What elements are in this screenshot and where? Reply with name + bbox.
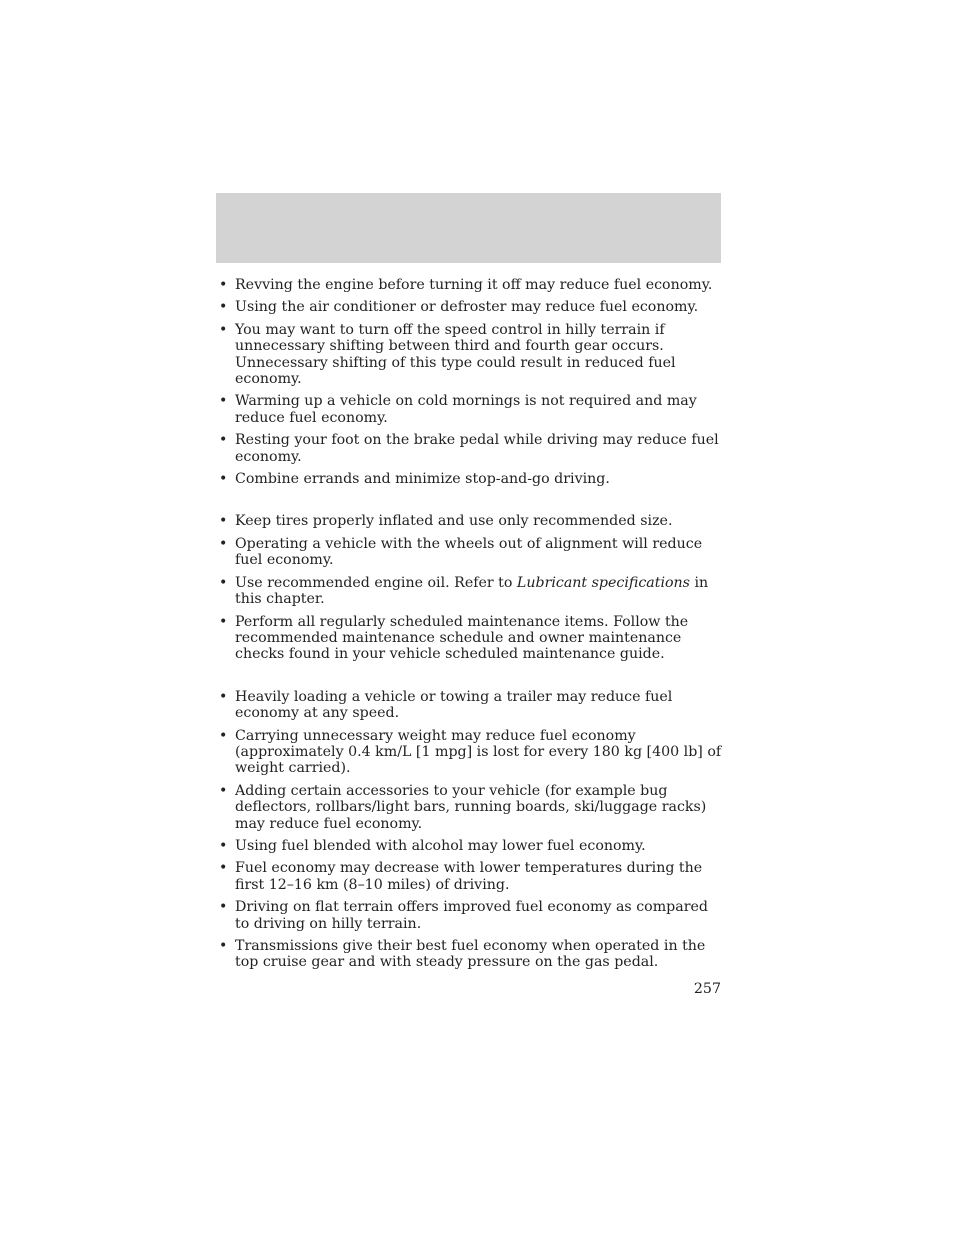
bullet-icon: • bbox=[219, 535, 228, 552]
bullet-icon: • bbox=[219, 938, 228, 954]
page-number: 257 bbox=[693, 981, 721, 997]
bullet-icon: • bbox=[219, 471, 228, 488]
list-item bbox=[216, 783, 726, 832]
list-item-text: Transmissions give their best fuel economy when operated in the top cruise gear and with steady pressure on the gas pedal. bbox=[235, 938, 706, 971]
list-item-text: Resting your foot on the brake pedal while driving may reduce fuel economy. bbox=[235, 432, 719, 465]
list-item-text: Perform all regularly scheduled maintenance items. Follow the recommended maintenance schedule and owner maintenance checks found in your vehicle scheduled maintenance guide. bbox=[235, 613, 689, 663]
list-item bbox=[216, 513, 726, 529]
list-item bbox=[216, 860, 726, 893]
list-item-text: Heavily loading a vehicle or towing a trailer may reduce fuel economy at any speed. bbox=[235, 688, 673, 722]
list-item bbox=[216, 432, 726, 465]
header-band bbox=[216, 193, 721, 263]
bullet-list bbox=[216, 513, 726, 662]
bullet-icon: • bbox=[219, 727, 228, 744]
list-item bbox=[216, 899, 726, 932]
bullet-icon: • bbox=[219, 321, 228, 338]
bullet-group-driving-habits bbox=[216, 277, 726, 487]
list-item-text-after: in this chapter. bbox=[235, 574, 709, 608]
list-item-text: Adding certain accessories to your vehicle (for example bug deflectors, rollbars/light bars, running boards, ski/luggage racks) may reduce fuel economy. bbox=[235, 782, 707, 832]
bullet-icon: • bbox=[219, 513, 228, 530]
list-item bbox=[216, 838, 726, 854]
bullet-icon: • bbox=[219, 393, 228, 410]
bullet-icon: • bbox=[219, 899, 228, 916]
reference-lubricant-specifications: Lubricant specifications bbox=[516, 574, 690, 591]
list-item-text: Using the air conditioner or defroster may reduce fuel economy. bbox=[235, 299, 699, 316]
list-item-text: Revving the engine before turning it off may reduce fuel economy. bbox=[235, 277, 713, 293]
list-item bbox=[216, 728, 726, 777]
bullet-icon: • bbox=[219, 782, 228, 799]
list-item bbox=[216, 322, 726, 388]
bullet-icon: • bbox=[219, 574, 228, 591]
list-item-text: Warming up a vehicle on cold mornings is not required and may reduce fuel economy. bbox=[235, 393, 697, 426]
list-item bbox=[216, 938, 726, 971]
list-item bbox=[216, 471, 726, 487]
list-item-text: Fuel economy may decrease with lower temperatures during the first 12–16 km (8–10 miles) of driving. bbox=[235, 860, 703, 893]
list-item-text: Operating a vehicle with the wheels out of alignment will reduce fuel economy. bbox=[235, 535, 703, 569]
bullet-icon: • bbox=[219, 432, 228, 449]
bullet-list bbox=[216, 689, 726, 971]
list-item bbox=[216, 393, 726, 426]
list-item-text-before: Use recommended engine oil. Refer to bbox=[235, 574, 517, 591]
bullet-icon: • bbox=[219, 299, 228, 316]
list-item bbox=[216, 277, 726, 293]
list-item bbox=[216, 536, 726, 569]
list-item bbox=[216, 689, 726, 722]
list-item-text: Keep tires properly inflated and use only recommended size. bbox=[235, 513, 673, 530]
bullet-icon: • bbox=[219, 837, 228, 854]
bullet-icon: • bbox=[219, 277, 228, 293]
list-item bbox=[216, 614, 726, 663]
list-item bbox=[216, 299, 726, 315]
bullet-list bbox=[216, 277, 726, 487]
list-item-text: Combine errands and minimize stop-and-go driving. bbox=[235, 471, 610, 488]
bullet-group-maintenance bbox=[216, 513, 726, 662]
bullet-icon: • bbox=[219, 613, 228, 630]
list-item-text: Carrying unnecessary weight may reduce fuel economy (approximately 0.4 km/L [1 mpg] is lost for every 180 kg [400 lb] of weight carried). bbox=[235, 727, 722, 777]
list-item-text: You may want to turn off the speed control in hilly terrain if unnecessary shifting between third and fourth gear occurs. Unnecessary shifting of this type could result in reduced fuel economy. bbox=[235, 321, 676, 388]
list-item-text: Driving on flat terrain offers improved fuel economy as compared to driving on hilly terrain. bbox=[235, 899, 708, 932]
bullet-icon: • bbox=[219, 860, 228, 877]
bullet-icon: • bbox=[219, 688, 228, 705]
page-content bbox=[216, 277, 726, 977]
list-item bbox=[216, 575, 726, 608]
list-item-text: Using fuel blended with alcohol may lower fuel economy. bbox=[235, 837, 646, 854]
bullet-group-conditions bbox=[216, 689, 726, 971]
